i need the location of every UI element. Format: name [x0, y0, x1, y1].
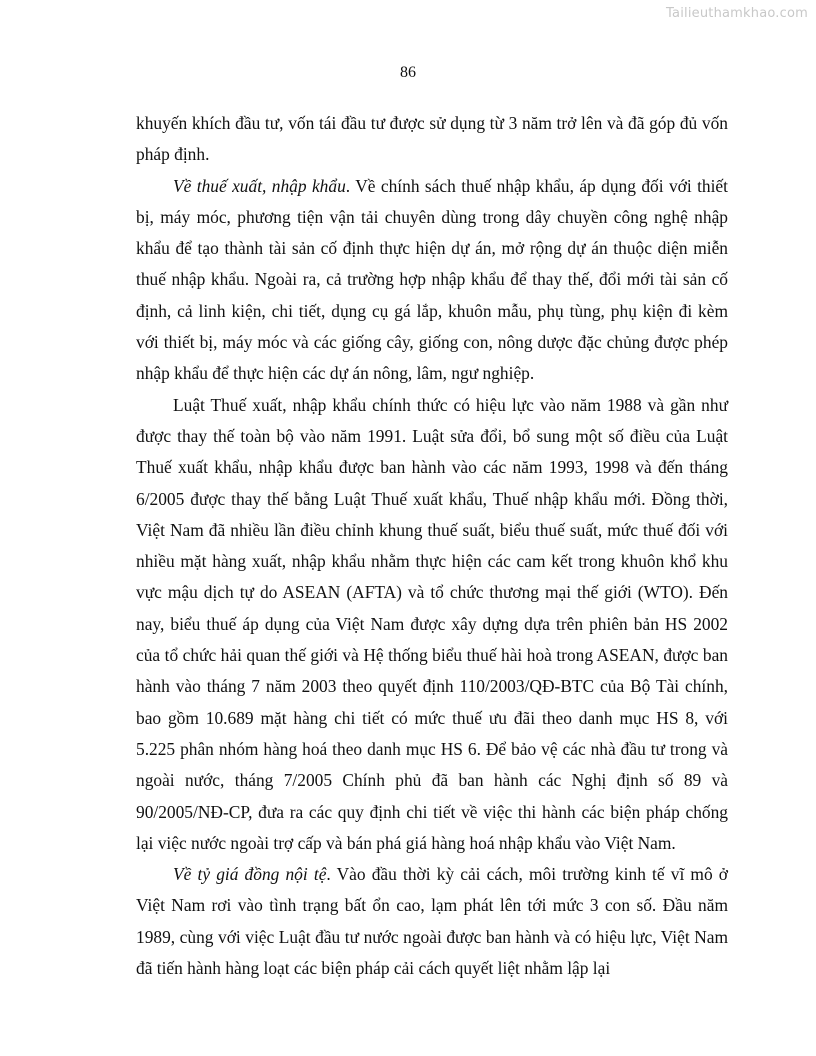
paragraph-tax-law: Luật Thuế xuất, nhập khẩu chính thức có hiệu lực vào năm 1988 và gần như được thay thế toàn bộ vào năm 1991. Luật sửa đổi, bổ sung một số điều của Luật Thuế xuất khẩu, nhập khẩu được ban hành vào các năm 1993, 1998 và đến tháng 6/2005 được thay thế bằng Luật Thuế xuất khẩu, Thuế nhập khẩu mới. Đồng thời, Việt Nam đã nhiều lần điều chỉnh khung thuế suất, biểu thuế suất, mức thuế đối với nhiều mặt hàng xuất, nhập khẩu nhằm thực hiện các cam kết trong khuôn khổ khu vực mậu dịch tự do ASEAN (AFTA) và tổ chức thương mại thế giới (WTO). Đến nay, biểu thuế áp dụng của Việt Nam được xây dựng dựa trên phiên bản HS 2002 của tổ chức hải quan thế giới và Hệ thống biểu thuế hài hoà trong ASEAN, được ban hành vào tháng 7 năm 2003 theo quyết định 110/2003/QĐ-BTC của Bộ Tài chính, bao gồm 10.689 mặt hàng chi tiết có mức thuế ưu đãi theo danh mục HS 8, với 5.225 phân nhóm hàng hoá theo danh mục HS 6. Để bảo vệ các nhà đầu tư trong và ngoài nước, tháng 7/2005 Chính phủ đã ban hành các Nghị định số 89 và 90/2005/NĐ-CP, đưa ra các quy định chi tiết về việc thi hành các biện pháp chống lại việc nước ngoài trợ cấp và bán phá giá hàng hoá nhập khẩu vào Việt Nam.: [136, 394, 728, 853]
watermark: Tailieuthamkhao.com: [666, 6, 808, 21]
document-body: [136, 108, 728, 984]
paragraph-continuation: khuyến khích đầu tư, vốn tái đầu tư được sử dụng từ 3 năm trở lên và đã góp đủ vốn pháp định.: [136, 113, 728, 165]
paragraph-import-tax: [136, 171, 728, 390]
paragraph-body: . Về chính sách thuế nhập khẩu, áp dụng đối với thiết bị, máy móc, phương tiện vận tải chuyên dùng trong dây chuyền công nghệ nhập khẩu để tạo thành tài sản cố định thực hiện dự án, mở rộng dự án thuộc diện miễn thuế nhập khẩu. Ngoài ra, cả trường hợp nhập khẩu để thay thế, đổi mới tài sản cố định, cả linh kiện, chi tiết, dụng cụ gá lắp, khuôn mẫu, phụ tùng, phụ kiện đi kèm với thiết bị, máy móc và các giống cây, giống con, nông dược đặc chủng được phép nhập khẩu để thực hiện các dự án nông, lâm, ngư nghiệp.: [136, 175, 728, 384]
section-lead-import-tax: Về thuế xuất, nhập khẩu: [173, 175, 346, 196]
page-number: 86: [400, 64, 416, 81]
paragraph-body: . Vào đầu thời kỳ cải cách, môi trường kinh tế vĩ mô ở Việt Nam rơi vào tình trạng bất ổn cao, lạm phát lên tới mức 3 con số. Đầu năm 1989, cùng với việc Luật đầu tư nước ngoài được ban hành và có hiệu lực, Việt Nam đã tiến hành hàng loạt các biện pháp cải cách quyết liệt nhằm lập lại: [136, 864, 728, 979]
paragraph-exchange-rate: [136, 859, 728, 984]
section-lead-exchange-rate: Về tỷ giá đồng nội tệ: [173, 864, 327, 885]
